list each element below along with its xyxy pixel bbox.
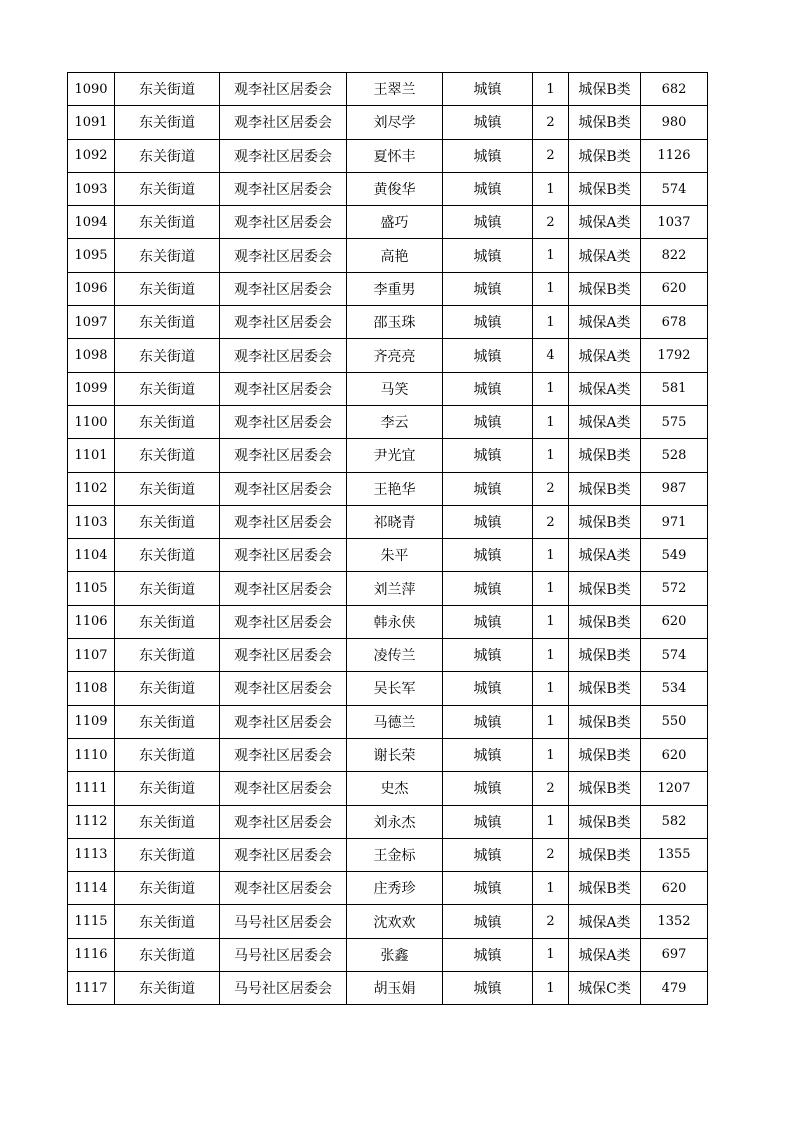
cell-community: 观李社区居委会 [220,505,347,538]
cell-amount: 620 [641,872,708,905]
cell-row-number: 1115 [68,905,115,938]
cell-name: 马德兰 [347,705,443,738]
table-row [68,372,708,405]
cell-street: 东关街道 [115,306,220,339]
cell-amount: 620 [641,605,708,638]
cell-name: 王翠兰 [347,73,443,106]
cell-area-type: 城镇 [443,372,533,405]
cell-name: 沈欢欢 [347,905,443,938]
cell-name: 史杰 [347,772,443,805]
cell-row-number: 1096 [68,272,115,305]
cell-community: 观李社区居委会 [220,472,347,505]
cell-category: 城保A类 [569,339,641,372]
cell-name: 邵玉珠 [347,306,443,339]
cell-row-number: 1107 [68,639,115,672]
cell-street: 东关街道 [115,805,220,838]
cell-category: 城保B类 [569,73,641,106]
cell-name: 朱平 [347,539,443,572]
cell-household-size: 2 [533,472,569,505]
cell-area-type: 城镇 [443,605,533,638]
table-row [68,805,708,838]
cell-row-number: 1092 [68,139,115,172]
table-row [68,738,708,771]
cell-amount: 574 [641,639,708,672]
cell-community: 马号社区居委会 [220,938,347,971]
cell-category: 城保A类 [569,239,641,272]
cell-street: 东关街道 [115,772,220,805]
cell-area-type: 城镇 [443,905,533,938]
cell-amount: 1352 [641,905,708,938]
cell-amount: 534 [641,672,708,705]
cell-household-size: 1 [533,639,569,672]
cell-row-number: 1116 [68,938,115,971]
cell-name: 李云 [347,405,443,438]
cell-household-size: 4 [533,339,569,372]
table-row [68,639,708,672]
cell-household-size: 2 [533,206,569,239]
cell-category: 城保B类 [569,505,641,538]
cell-household-size: 1 [533,572,569,605]
cell-community: 观李社区居委会 [220,106,347,139]
table-row [68,139,708,172]
cell-category: 城保B类 [569,139,641,172]
cell-household-size: 1 [533,539,569,572]
cell-amount: 987 [641,472,708,505]
cell-row-number: 1117 [68,972,115,1005]
cell-amount: 575 [641,405,708,438]
cell-category: 城保B类 [569,272,641,305]
cell-household-size: 1 [533,972,569,1005]
cell-household-size: 1 [533,938,569,971]
cell-street: 东关街道 [115,73,220,106]
cell-row-number: 1104 [68,539,115,572]
cell-area-type: 城镇 [443,805,533,838]
cell-household-size: 2 [533,139,569,172]
table-row [68,172,708,205]
cell-area-type: 城镇 [443,306,533,339]
cell-area-type: 城镇 [443,738,533,771]
cell-street: 东关街道 [115,572,220,605]
cell-street: 东关街道 [115,639,220,672]
table-row [68,605,708,638]
cell-street: 东关街道 [115,339,220,372]
cell-household-size: 1 [533,605,569,638]
cell-area-type: 城镇 [443,505,533,538]
cell-community: 观李社区居委会 [220,639,347,672]
cell-household-size: 1 [533,306,569,339]
cell-community: 观李社区居委会 [220,672,347,705]
cell-street: 东关街道 [115,539,220,572]
cell-household-size: 1 [533,239,569,272]
cell-row-number: 1111 [68,772,115,805]
cell-name: 谢长荣 [347,738,443,771]
cell-name: 马笑 [347,372,443,405]
cell-community: 观李社区居委会 [220,372,347,405]
cell-household-size: 1 [533,738,569,771]
cell-street: 东关街道 [115,139,220,172]
table-row [68,206,708,239]
cell-name: 尹光宜 [347,439,443,472]
cell-community: 观李社区居委会 [220,439,347,472]
cell-row-number: 1099 [68,372,115,405]
cell-community: 观李社区居委会 [220,239,347,272]
cell-area-type: 城镇 [443,339,533,372]
cell-amount: 581 [641,372,708,405]
cell-street: 东关街道 [115,239,220,272]
table-row [68,705,708,738]
cell-area-type: 城镇 [443,73,533,106]
cell-category: 城保A类 [569,372,641,405]
cell-household-size: 1 [533,872,569,905]
cell-category: 城保B类 [569,639,641,672]
cell-row-number: 1094 [68,206,115,239]
cell-name: 刘永杰 [347,805,443,838]
cell-area-type: 城镇 [443,539,533,572]
cell-category: 城保A类 [569,905,641,938]
cell-amount: 1792 [641,339,708,372]
cell-area-type: 城镇 [443,872,533,905]
cell-household-size: 2 [533,838,569,871]
cell-area-type: 城镇 [443,672,533,705]
cell-household-size: 2 [533,505,569,538]
cell-community: 观李社区居委会 [220,73,347,106]
cell-category: 城保B类 [569,705,641,738]
cell-row-number: 1102 [68,472,115,505]
cell-amount: 572 [641,572,708,605]
table-row [68,405,708,438]
cell-area-type: 城镇 [443,139,533,172]
cell-household-size: 2 [533,106,569,139]
cell-household-size: 1 [533,272,569,305]
cell-household-size: 1 [533,372,569,405]
cell-name: 刘尽学 [347,106,443,139]
cell-name: 祁晓青 [347,505,443,538]
cell-category: 城保B类 [569,439,641,472]
cell-row-number: 1108 [68,672,115,705]
cell-name: 庄秀珍 [347,872,443,905]
cell-community: 观李社区居委会 [220,772,347,805]
cell-name: 张鑫 [347,938,443,971]
cell-community: 观李社区居委会 [220,272,347,305]
cell-name: 李重男 [347,272,443,305]
cell-household-size: 1 [533,172,569,205]
cell-amount: 1355 [641,838,708,871]
cell-category: 城保B类 [569,772,641,805]
cell-row-number: 1097 [68,306,115,339]
cell-area-type: 城镇 [443,938,533,971]
cell-name: 盛巧 [347,206,443,239]
cell-name: 吴长军 [347,672,443,705]
table-row [68,472,708,505]
cell-name: 王金标 [347,838,443,871]
table-row [68,439,708,472]
cell-category: 城保A类 [569,405,641,438]
cell-category: 城保B类 [569,738,641,771]
cell-area-type: 城镇 [443,772,533,805]
table-row [68,572,708,605]
cell-community: 观李社区居委会 [220,172,347,205]
cell-street: 东关街道 [115,705,220,738]
cell-row-number: 1105 [68,572,115,605]
cell-community: 观李社区居委会 [220,805,347,838]
table-row [68,106,708,139]
cell-street: 东关街道 [115,172,220,205]
cell-category: 城保B类 [569,472,641,505]
cell-area-type: 城镇 [443,838,533,871]
cell-category: 城保C类 [569,972,641,1005]
table-row [68,73,708,106]
cell-category: 城保B类 [569,106,641,139]
cell-street: 东关街道 [115,505,220,538]
table-row [68,872,708,905]
table-body [68,73,708,1005]
cell-street: 东关街道 [115,372,220,405]
table-row [68,539,708,572]
cell-community: 观李社区居委会 [220,872,347,905]
cell-household-size: 1 [533,805,569,838]
cell-row-number: 1110 [68,738,115,771]
cell-category: 城保A类 [569,206,641,239]
cell-amount: 980 [641,106,708,139]
cell-street: 东关街道 [115,106,220,139]
cell-row-number: 1093 [68,172,115,205]
cell-name: 韩永侠 [347,605,443,638]
cell-row-number: 1100 [68,405,115,438]
cell-community: 观李社区居委会 [220,339,347,372]
cell-amount: 582 [641,805,708,838]
data-table [67,72,708,1005]
cell-amount: 549 [641,539,708,572]
cell-area-type: 城镇 [443,639,533,672]
table-row [68,239,708,272]
cell-amount: 697 [641,938,708,971]
cell-category: 城保B类 [569,872,641,905]
cell-community: 观李社区居委会 [220,539,347,572]
cell-category: 城保B类 [569,572,641,605]
cell-community: 观李社区居委会 [220,139,347,172]
cell-amount: 620 [641,738,708,771]
cell-household-size: 1 [533,439,569,472]
cell-name: 黄俊华 [347,172,443,205]
cell-amount: 479 [641,972,708,1005]
table-row [68,838,708,871]
cell-name: 王艳华 [347,472,443,505]
cell-community: 观李社区居委会 [220,405,347,438]
cell-community: 观李社区居委会 [220,605,347,638]
cell-category: 城保B类 [569,838,641,871]
cell-community: 马号社区居委会 [220,972,347,1005]
cell-amount: 1207 [641,772,708,805]
cell-amount: 1126 [641,139,708,172]
cell-area-type: 城镇 [443,572,533,605]
cell-amount: 682 [641,73,708,106]
cell-name: 胡玉娟 [347,972,443,1005]
cell-row-number: 1114 [68,872,115,905]
cell-name: 齐亮亮 [347,339,443,372]
cell-community: 观李社区居委会 [220,306,347,339]
cell-row-number: 1106 [68,605,115,638]
cell-category: 城保A类 [569,306,641,339]
cell-amount: 574 [641,172,708,205]
cell-amount: 678 [641,306,708,339]
cell-amount: 620 [641,272,708,305]
cell-name: 高艳 [347,239,443,272]
cell-category: 城保A类 [569,539,641,572]
cell-household-size: 2 [533,772,569,805]
cell-category: 城保B类 [569,805,641,838]
cell-amount: 971 [641,505,708,538]
cell-area-type: 城镇 [443,405,533,438]
cell-street: 东关街道 [115,206,220,239]
table-row [68,672,708,705]
cell-name: 凌传兰 [347,639,443,672]
cell-household-size: 1 [533,672,569,705]
cell-row-number: 1101 [68,439,115,472]
cell-street: 东关街道 [115,938,220,971]
cell-row-number: 1103 [68,505,115,538]
table-row [68,938,708,971]
cell-household-size: 1 [533,73,569,106]
cell-row-number: 1091 [68,106,115,139]
cell-household-size: 1 [533,705,569,738]
cell-category: 城保A类 [569,938,641,971]
cell-household-size: 2 [533,905,569,938]
cell-community: 观李社区居委会 [220,738,347,771]
cell-category: 城保B类 [569,672,641,705]
cell-street: 东关街道 [115,605,220,638]
table-row [68,306,708,339]
table-row [68,505,708,538]
cell-street: 东关街道 [115,405,220,438]
cell-amount: 1037 [641,206,708,239]
cell-area-type: 城镇 [443,206,533,239]
cell-community: 马号社区居委会 [220,905,347,938]
cell-name: 夏怀丰 [347,139,443,172]
table-row [68,339,708,372]
cell-street: 东关街道 [115,272,220,305]
cell-area-type: 城镇 [443,972,533,1005]
cell-street: 东关街道 [115,472,220,505]
table-row [68,972,708,1005]
cell-row-number: 1095 [68,239,115,272]
cell-community: 观李社区居委会 [220,572,347,605]
cell-category: 城保B类 [569,172,641,205]
cell-area-type: 城镇 [443,439,533,472]
cell-street: 东关街道 [115,972,220,1005]
cell-community: 观李社区居委会 [220,838,347,871]
cell-street: 东关街道 [115,905,220,938]
cell-row-number: 1098 [68,339,115,372]
cell-area-type: 城镇 [443,106,533,139]
table-row [68,772,708,805]
cell-name: 刘兰萍 [347,572,443,605]
cell-street: 东关街道 [115,872,220,905]
table-row [68,272,708,305]
table-row [68,905,708,938]
cell-row-number: 1112 [68,805,115,838]
cell-category: 城保B类 [569,605,641,638]
cell-area-type: 城镇 [443,705,533,738]
cell-community: 观李社区居委会 [220,705,347,738]
cell-row-number: 1113 [68,838,115,871]
cell-row-number: 1090 [68,73,115,106]
cell-amount: 550 [641,705,708,738]
cell-household-size: 1 [533,405,569,438]
cell-area-type: 城镇 [443,239,533,272]
cell-row-number: 1109 [68,705,115,738]
cell-street: 东关街道 [115,838,220,871]
cell-street: 东关街道 [115,738,220,771]
cell-area-type: 城镇 [443,472,533,505]
cell-street: 东关街道 [115,439,220,472]
cell-amount: 528 [641,439,708,472]
cell-area-type: 城镇 [443,272,533,305]
cell-community: 观李社区居委会 [220,206,347,239]
cell-area-type: 城镇 [443,172,533,205]
cell-street: 东关街道 [115,672,220,705]
cell-amount: 822 [641,239,708,272]
